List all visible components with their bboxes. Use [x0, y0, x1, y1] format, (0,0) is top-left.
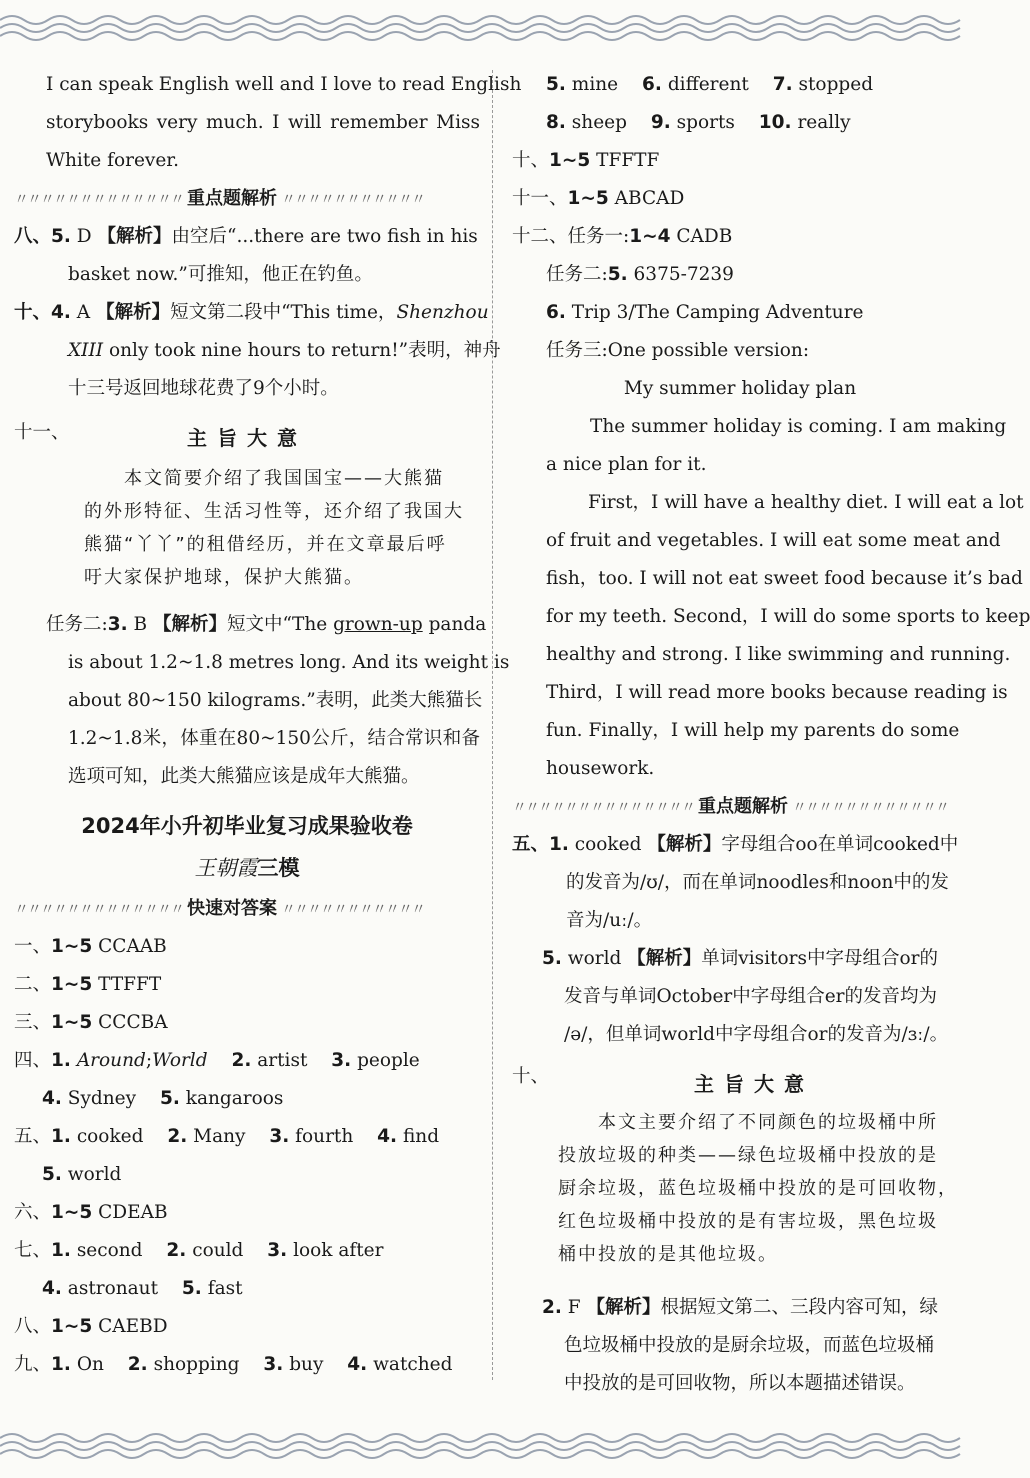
gist-line: 吁大家保护地球，保护大熊猫。: [84, 567, 364, 588]
gist-line: 厨余垃圾，蓝色垃圾桶中投放的是可回收物，: [558, 1178, 958, 1199]
answer-5-5-cont: /ə/，但单词world中字母组合or的发音为/ɜː/。: [564, 1024, 949, 1045]
section-quick-answers: 〃〃〃〃〃〃〃〃〃〃〃〃〃 快速对答案 〃〃〃〃〃〃〃〃〃〃〃: [14, 890, 480, 928]
task2-line: about 80~150 kilograms.”表明，此类大熊猫长: [68, 690, 483, 711]
task2-line: 1.2~1.8米，体重在80~150公斤，结合常识和备: [68, 728, 480, 749]
answer-10-4: 十、4. A 【解析】短文第二段中“This time，Shenzhou: [14, 302, 489, 323]
answer-row-7-cont: 4. astronaut 5. fast: [42, 1278, 243, 1299]
task2-row: 6. Trip 3/The Camping Adventure: [546, 302, 864, 323]
top-wave-border: [0, 6, 968, 46]
answer-5-1-cont: 的发音为/ʊ/，而在单词noodles和noon中的发: [566, 872, 949, 893]
section-key-analysis: 〃〃〃〃〃〃〃〃〃〃〃〃〃 重点题解析 〃〃〃〃〃〃〃〃〃〃〃: [14, 180, 480, 218]
answer-8-5: 八、5. D 【解析】由空后“...there are two fish in his: [14, 226, 478, 247]
gist-line: 熊猫“丫丫”的租借经历，并在文章最后呼: [84, 534, 447, 555]
essay-line: First，I will have a healthy diet. I will eat a lot: [588, 492, 1024, 513]
essay-line: housework.: [546, 758, 655, 779]
answer-10-2-cont: 中投放的是可回收物，所以本题描述错误。: [564, 1373, 916, 1394]
q10-label: 十、: [512, 1066, 550, 1087]
answer-row-11: 十一、1~5 ABCAD: [512, 188, 685, 209]
task3-row: 任务三:One possible version:: [546, 340, 810, 361]
bottom-wave-border: [0, 1428, 968, 1468]
task2-answer: 任务二:3. B 【解析】短文中“The grown-up panda: [46, 614, 487, 635]
gist-heading: 主旨大意: [694, 1072, 814, 1096]
answer-row-12: 十二、任务一:1~4 CADB: [512, 226, 733, 247]
task2-row: 任务二:5. 6375-7239: [546, 264, 734, 285]
answer-5-5: 5. world 【解析】单词visitors中字母组合or的: [542, 948, 938, 969]
essay-line: a nice plan for it.: [546, 454, 707, 475]
answer-row-6: 六、1~5 CDEAB: [14, 1202, 168, 1223]
essay-tail-line: I can speak English well and I love to read English: [46, 74, 522, 95]
answer-10-2: 2. F 【解析】根据短文第二、三段内容可知，绿: [542, 1297, 939, 1318]
gist-line: 桶中投放的是其他垃圾。: [558, 1244, 778, 1265]
answer-row-4: 四、1. Around;World 2. artist 3. people: [14, 1050, 420, 1071]
gist-line: 的外形特征、生活习性等，还介绍了我国大: [84, 501, 464, 522]
answer-row-2: 二、1~5 TTFFT: [14, 974, 162, 995]
answer-row-10: 十、1~5 TFFTF: [512, 150, 660, 171]
answer-10-4-cont: 十三号返回地球花费了9个小时。: [68, 378, 339, 399]
gist-line: 本文主要介绍了不同颜色的垃圾桶中所: [598, 1112, 938, 1133]
essay-line: fun. Finally，I will help my parents do some: [546, 720, 960, 741]
answer-row-4-cont: 4. Sydney 5. kangaroos: [42, 1088, 284, 1109]
section-title: 快速对答案: [187, 898, 278, 919]
gist-line: 本文简要介绍了我国国宝——大熊猫: [124, 468, 444, 489]
essay-line: of fruit and vegetables. I will eat some meat and: [546, 530, 1001, 551]
essay-line: Third，I will read more books because reading is: [546, 682, 1008, 703]
answer-5-5-cont: 发音与单词October中字母组合er的发音均为: [564, 986, 938, 1007]
answer-5-1-cont: 音为/uː/。: [566, 910, 653, 931]
answer-row-8: 八、1~5 CAEBD: [14, 1316, 168, 1337]
left-column: [14, 66, 522, 1384]
column-divider: [492, 70, 493, 1380]
answer-5-1: 五、1. cooked 【解析】字母组合oo在单词cooked中: [512, 834, 959, 855]
task2-line: 选项可知，此类大熊猫应该是成年大熊猫。: [68, 766, 420, 787]
answer-row-5: 五、1. cooked 2. Many 3. fourth 4. find: [14, 1126, 440, 1147]
essay-line: The summer holiday is coming. I am making: [590, 416, 1007, 437]
gist-line: 投放垃圾的种类——绿色垃圾桶中投放的是: [558, 1145, 938, 1166]
right-column: [512, 66, 1030, 1403]
answer-row-5-cont: 5. world: [42, 1164, 122, 1185]
signature-logo: 王朝霞: [194, 856, 258, 880]
essay-tail-line: storybooks very much. I will remember Miss: [46, 112, 480, 133]
essay-title: My summer holiday plan: [623, 378, 857, 399]
answer-8-5-cont: basket now.”可推知，他正在钓鱼。: [68, 264, 373, 285]
answer-row-3: 三、1~5 CCCBA: [14, 1012, 168, 1033]
answer-row-9-cont: 8. sheep 9. sports 10. really: [546, 112, 851, 133]
task2-line: is about 1.2~1.8 metres long. And its weight is: [68, 652, 510, 673]
answer-10-2-cont: 色垃圾桶中投放的是厨余垃圾，而蓝色垃圾桶: [564, 1335, 935, 1356]
essay-line: fish，too. I will not eat sweet food because it’s bad: [546, 568, 1023, 589]
exam-subtitle: 王朝霞三模: [194, 856, 300, 880]
essay-line: for my teeth. Second，I will do some sports to keep: [546, 606, 1030, 627]
exam-title: 2024年小升初毕业复习成果验收卷: [81, 814, 413, 838]
section-title: 重点题解析: [698, 796, 789, 817]
answer-row-7: 七、1. second 2. could 3. look after: [14, 1240, 384, 1261]
q11-label: 十一、: [14, 422, 70, 443]
answer-row-9-cont: 5. mine 6. different 7. stopped: [546, 74, 874, 95]
essay-line: healthy and strong. I like swimming and running.: [546, 644, 1011, 665]
section-key-analysis-2: 〃〃〃〃〃〃〃〃〃〃〃〃〃〃 重点题解析 〃〃〃〃〃〃〃〃〃〃〃〃: [512, 788, 968, 826]
section-title: 重点题解析: [187, 188, 278, 209]
gist-line: 红色垃圾桶中投放的是有害垃圾，黑色垃圾: [558, 1211, 938, 1232]
answer-10-4-cont: XIII only took nine hours to return!”表明，神舟: [68, 340, 501, 361]
answer-row-1: 一、1~5 CCAAB: [14, 936, 167, 957]
essay-tail-line: White forever.: [46, 150, 179, 171]
gist-heading: 主旨大意: [187, 426, 307, 450]
answer-row-9: 九、1. On 2. shopping 3. buy 4. watched: [14, 1354, 453, 1375]
